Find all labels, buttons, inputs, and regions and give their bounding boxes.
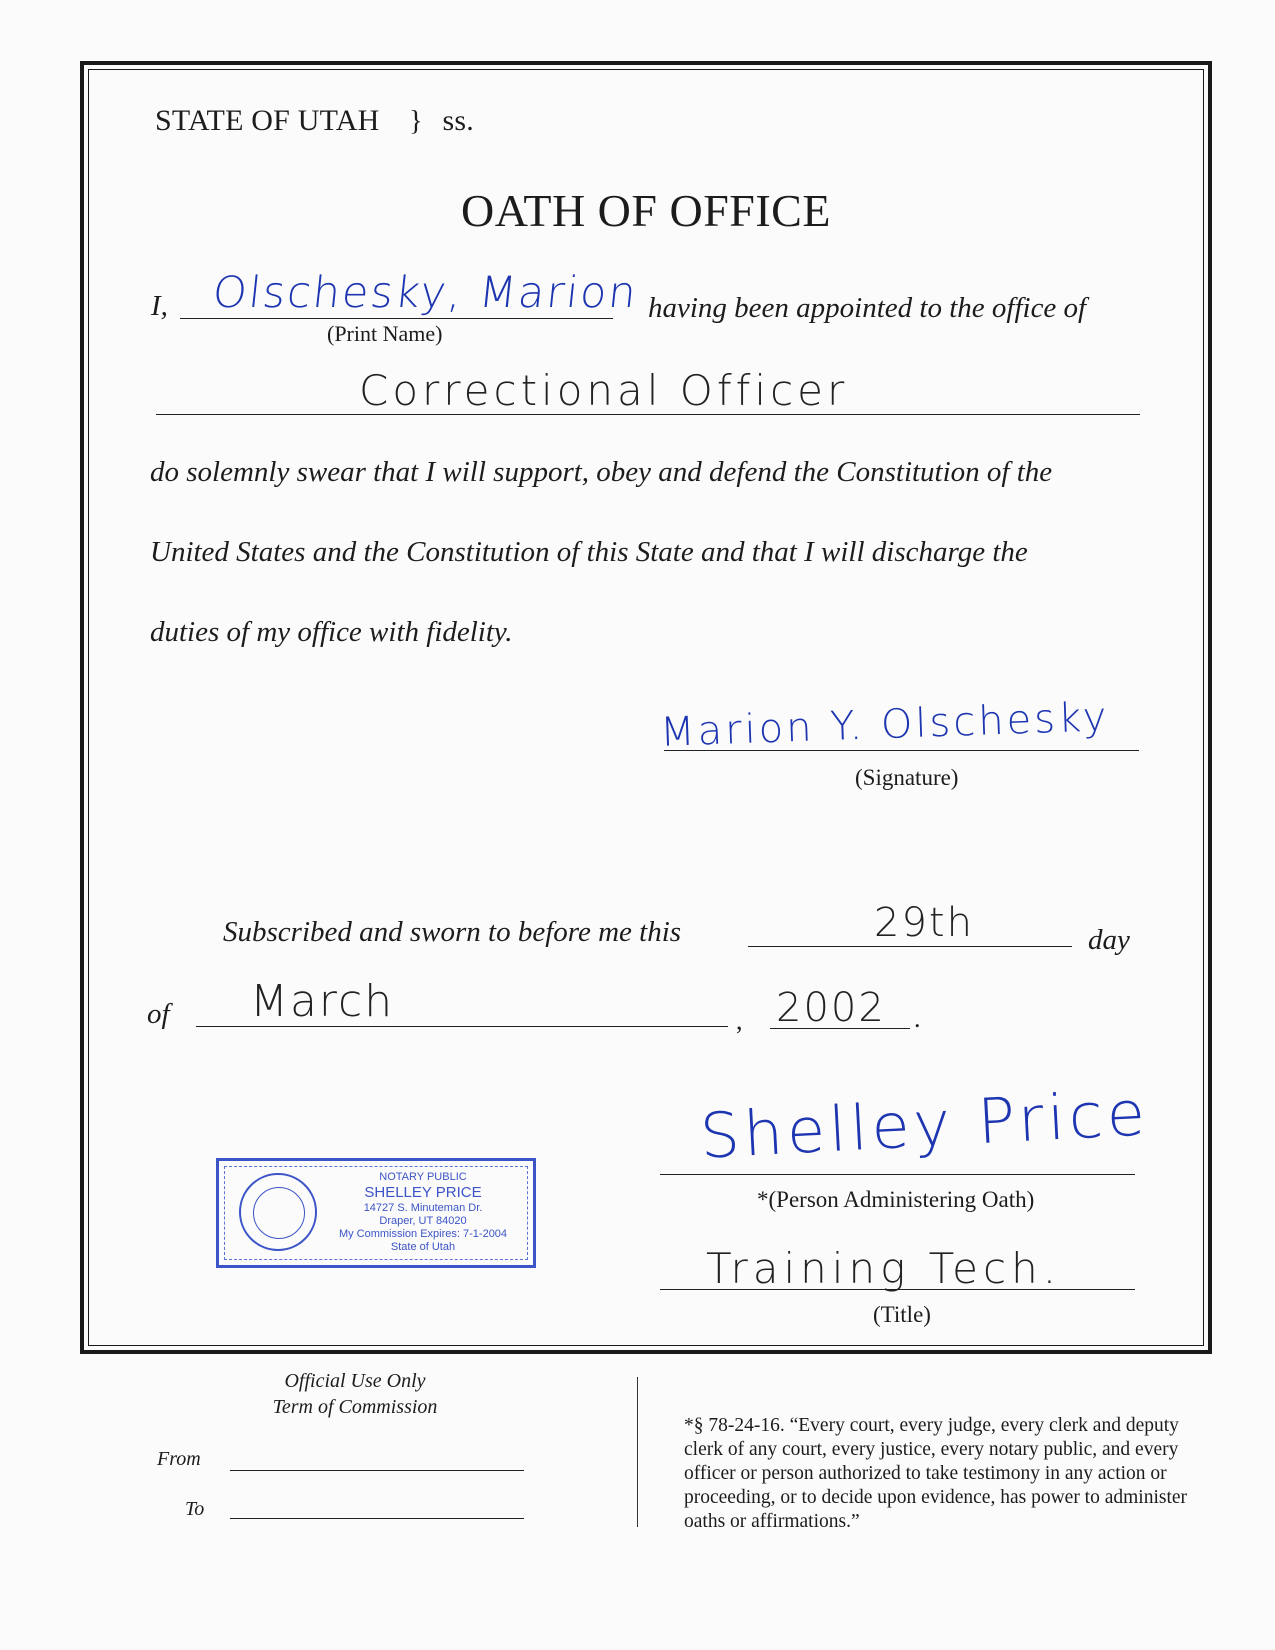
of-label: of [147,998,170,1030]
statute-footnote: *§ 78-24-16. “Every court, every judge, every clerk and deputy clerk of any court, every justice, every notary public, and every officer or person authorized to take testimony in any action or proceeding, or to decide upon evidence, has power to administer oaths or affirmations.” [684,1415,1188,1532]
state-name: STATE OF UTAH [155,104,380,137]
administrator-caption: *(Person Administering Oath) [757,1187,1035,1212]
official-use-line2: Term of Commission [272,1396,438,1418]
name-line [180,318,613,319]
official-use-line1: Official Use Only [284,1370,426,1392]
stamp-name: SHELLEY PRICE [364,1184,482,1201]
appointment-text: having been appointed to the office of [648,292,1087,324]
administrator-line [660,1174,1135,1175]
day-handwritten: 29th [874,900,974,946]
notary-stamp [216,1158,536,1268]
month-handwritten: March [250,976,395,1027]
to-line[interactable] [230,1518,524,1519]
signature-line [664,750,1139,751]
from-line[interactable] [230,1470,524,1471]
title-line [660,1289,1135,1290]
oath-paragraph [150,432,1140,672]
subscribed-text: Subscribed and sworn to before me this [223,916,682,948]
oath-line-3: duties of my office with fidelity. [150,616,513,648]
page-title: OATH OF OFFICE [461,185,831,236]
stamp-commission: My Commission Expires: 7-1-2004 [338,1228,508,1240]
oath-line-2: United States and the Constitution of this State and that I will discharge the [150,536,1028,568]
notary-seal-icon [239,1173,317,1251]
stamp-heading: NOTARY PUBLIC [379,1171,467,1183]
signature-handwritten: Marion Y. Olschesky [659,694,1111,756]
official-use-heading [220,1368,490,1420]
from-label: From [157,1448,201,1470]
title-handwritten: Training Tech. [706,1244,1062,1293]
administrator-signature: Shelley Price [698,1076,1151,1173]
name-caption: (Print Name) [327,321,443,346]
stamp-address2: Draper, UT 84020 [379,1215,467,1227]
to-label: To [185,1498,205,1520]
comma: , [736,1006,743,1035]
day-line [748,946,1072,947]
i-label: I, [151,290,168,322]
state-header [155,104,474,138]
signature-caption: (Signature) [855,765,959,790]
day-label: day [1088,924,1130,956]
oath-line-1: do solemnly swear that I will support, obey and defend the Constitution of the [150,456,1053,488]
office-handwritten: Correctional Officer [359,366,849,415]
stamp-address1: 14727 S. Minuteman Dr. [363,1202,483,1214]
year-handwritten: 2002 [776,985,886,1031]
title-caption: (Title) [873,1302,931,1327]
footer-divider [637,1377,638,1527]
stamp-state: State of Utah [390,1241,456,1253]
ss-label: ss. [442,104,474,137]
brace: } [409,106,423,137]
year-period: . [914,1004,921,1033]
name-handwritten: Olschesky, Marion [210,268,641,318]
